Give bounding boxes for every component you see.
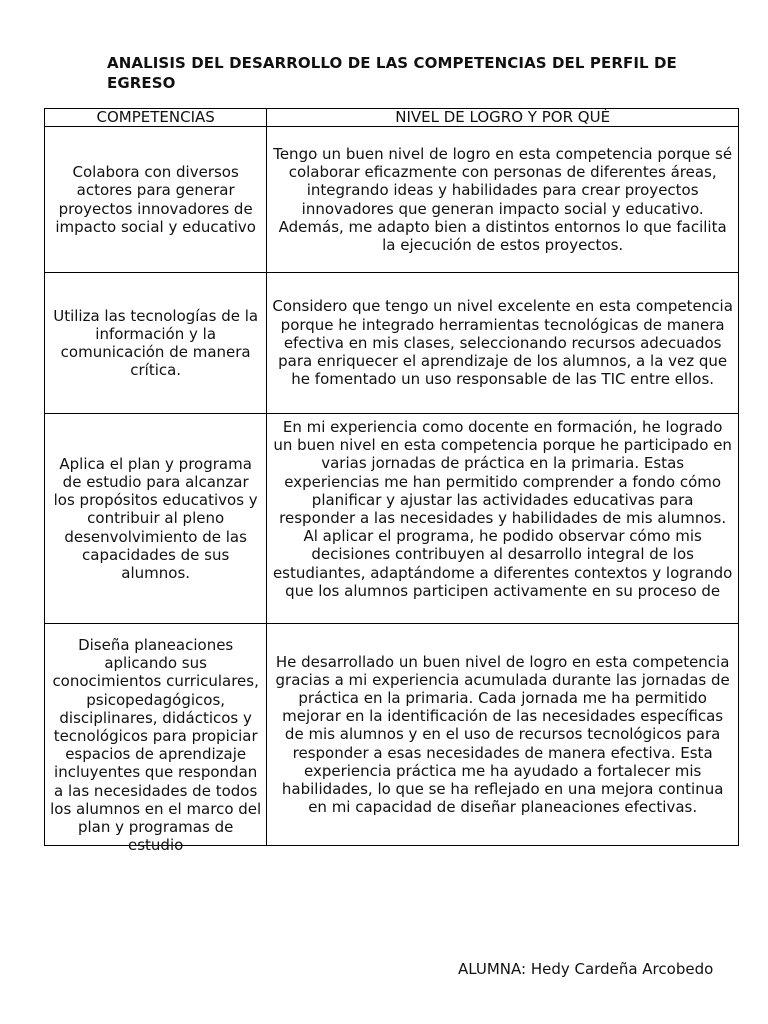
competencia-cell <box>45 624 267 855</box>
nivel-text: En mi experiencia como docente en formación, he logrado un buen nivel en esta competencia porque he participado en varias jornadas de práctica en la primaria. Estas experiencias me han permitido comprender a fondo cómo planificar y ajustar las actividades educativas para responder a las necesidades y habilidades de mis alumnos. Al aplicar el programa, he podido observar cómo mis decisiones contribuyen al desarrollo integral de los estudiantes, adaptándome a diferentes contextos y logrando que los alumnos participen activamente en su proceso de <box>272 418 733 600</box>
competencies-table <box>44 108 739 855</box>
nivel-cell <box>267 273 739 414</box>
header-nivel-de-logro: NIVEL DE LOGRO Y POR QUÉ <box>267 109 739 127</box>
table-header-row <box>45 109 739 127</box>
nivel-text: He desarrollado un buen nivel de logro en esta competencia gracias a mi experiencia acumulada durante las jornadas de práctica en la primaria. Cada jornada me ha permitido mejorar en la identificación de las necesidades específicas de mis alumnos y en el uso de recursos tecnológicos para responder a esas necesidades de manera efectiva. Esta experiencia práctica me ha ayudado a fortalecer mis habilidades, lo que se ha reflejado en una mejora continua en mi capacidad de diseñar planeaciones efectivas. <box>275 652 730 817</box>
competencia-text: Aplica el plan y programa de estudio para alcanzar los propósitos educativos y contribuir al pleno desenvolvimiento de las capacidades de sus alumnos. <box>53 454 258 582</box>
nivel-cell <box>267 127 739 273</box>
competencia-cell <box>45 273 267 414</box>
nivel-cell <box>267 624 739 846</box>
header-competencias: COMPETENCIAS <box>45 109 267 127</box>
table-row <box>45 127 739 273</box>
competencia-text: Diseña planeaciones aplicando sus conocimientos curriculares, psicopedagógicos, disciplinares, didácticos y tecnológicos para propiciar espacios de aprendizaje incluyentes que respondan a las necesidades de todos los alumnos en el marco del plan y programas de estudio <box>50 636 262 855</box>
competencia-text: Utiliza las tecnologías de la información y la comunicación de manera crítica. <box>53 306 259 380</box>
table-row <box>45 273 739 414</box>
nivel-cell <box>267 414 739 624</box>
competencia-text: Colabora con diversos actores para generar proyectos innovadores de impacto social y educativo <box>55 163 256 236</box>
table-row <box>45 414 739 624</box>
page-title: ANALISIS DEL DESARROLLO DE LAS COMPETENCIAS DEL PERFIL DE EGRESO <box>107 54 677 92</box>
competencia-cell <box>45 414 267 624</box>
competencia-cell <box>45 127 267 273</box>
nivel-text: Considero que tengo un nivel excelente en esta competencia porque he integrado herramientas tecnológicas de manera efectiva en mis clases, seleccionando recursos adecuados para enriquecer el aprendizaje de los alumnos, a la vez que he fomentado un uso responsable de las TIC entre ellos. <box>272 297 733 389</box>
table-row <box>45 624 739 846</box>
student-name: ALUMNA: Hedy Cardeña Arcobedo <box>458 960 714 978</box>
nivel-text: Tengo un buen nivel de logro en esta competencia porque sé colaborar eficazmente con personas de diferentes áreas, integrando ideas y habilidades para crear proyectos innovadores que generan impacto social y educativo. Además, me adapto bien a distintos entornos lo que facilita la ejecución de estos proyectos. <box>273 144 733 254</box>
